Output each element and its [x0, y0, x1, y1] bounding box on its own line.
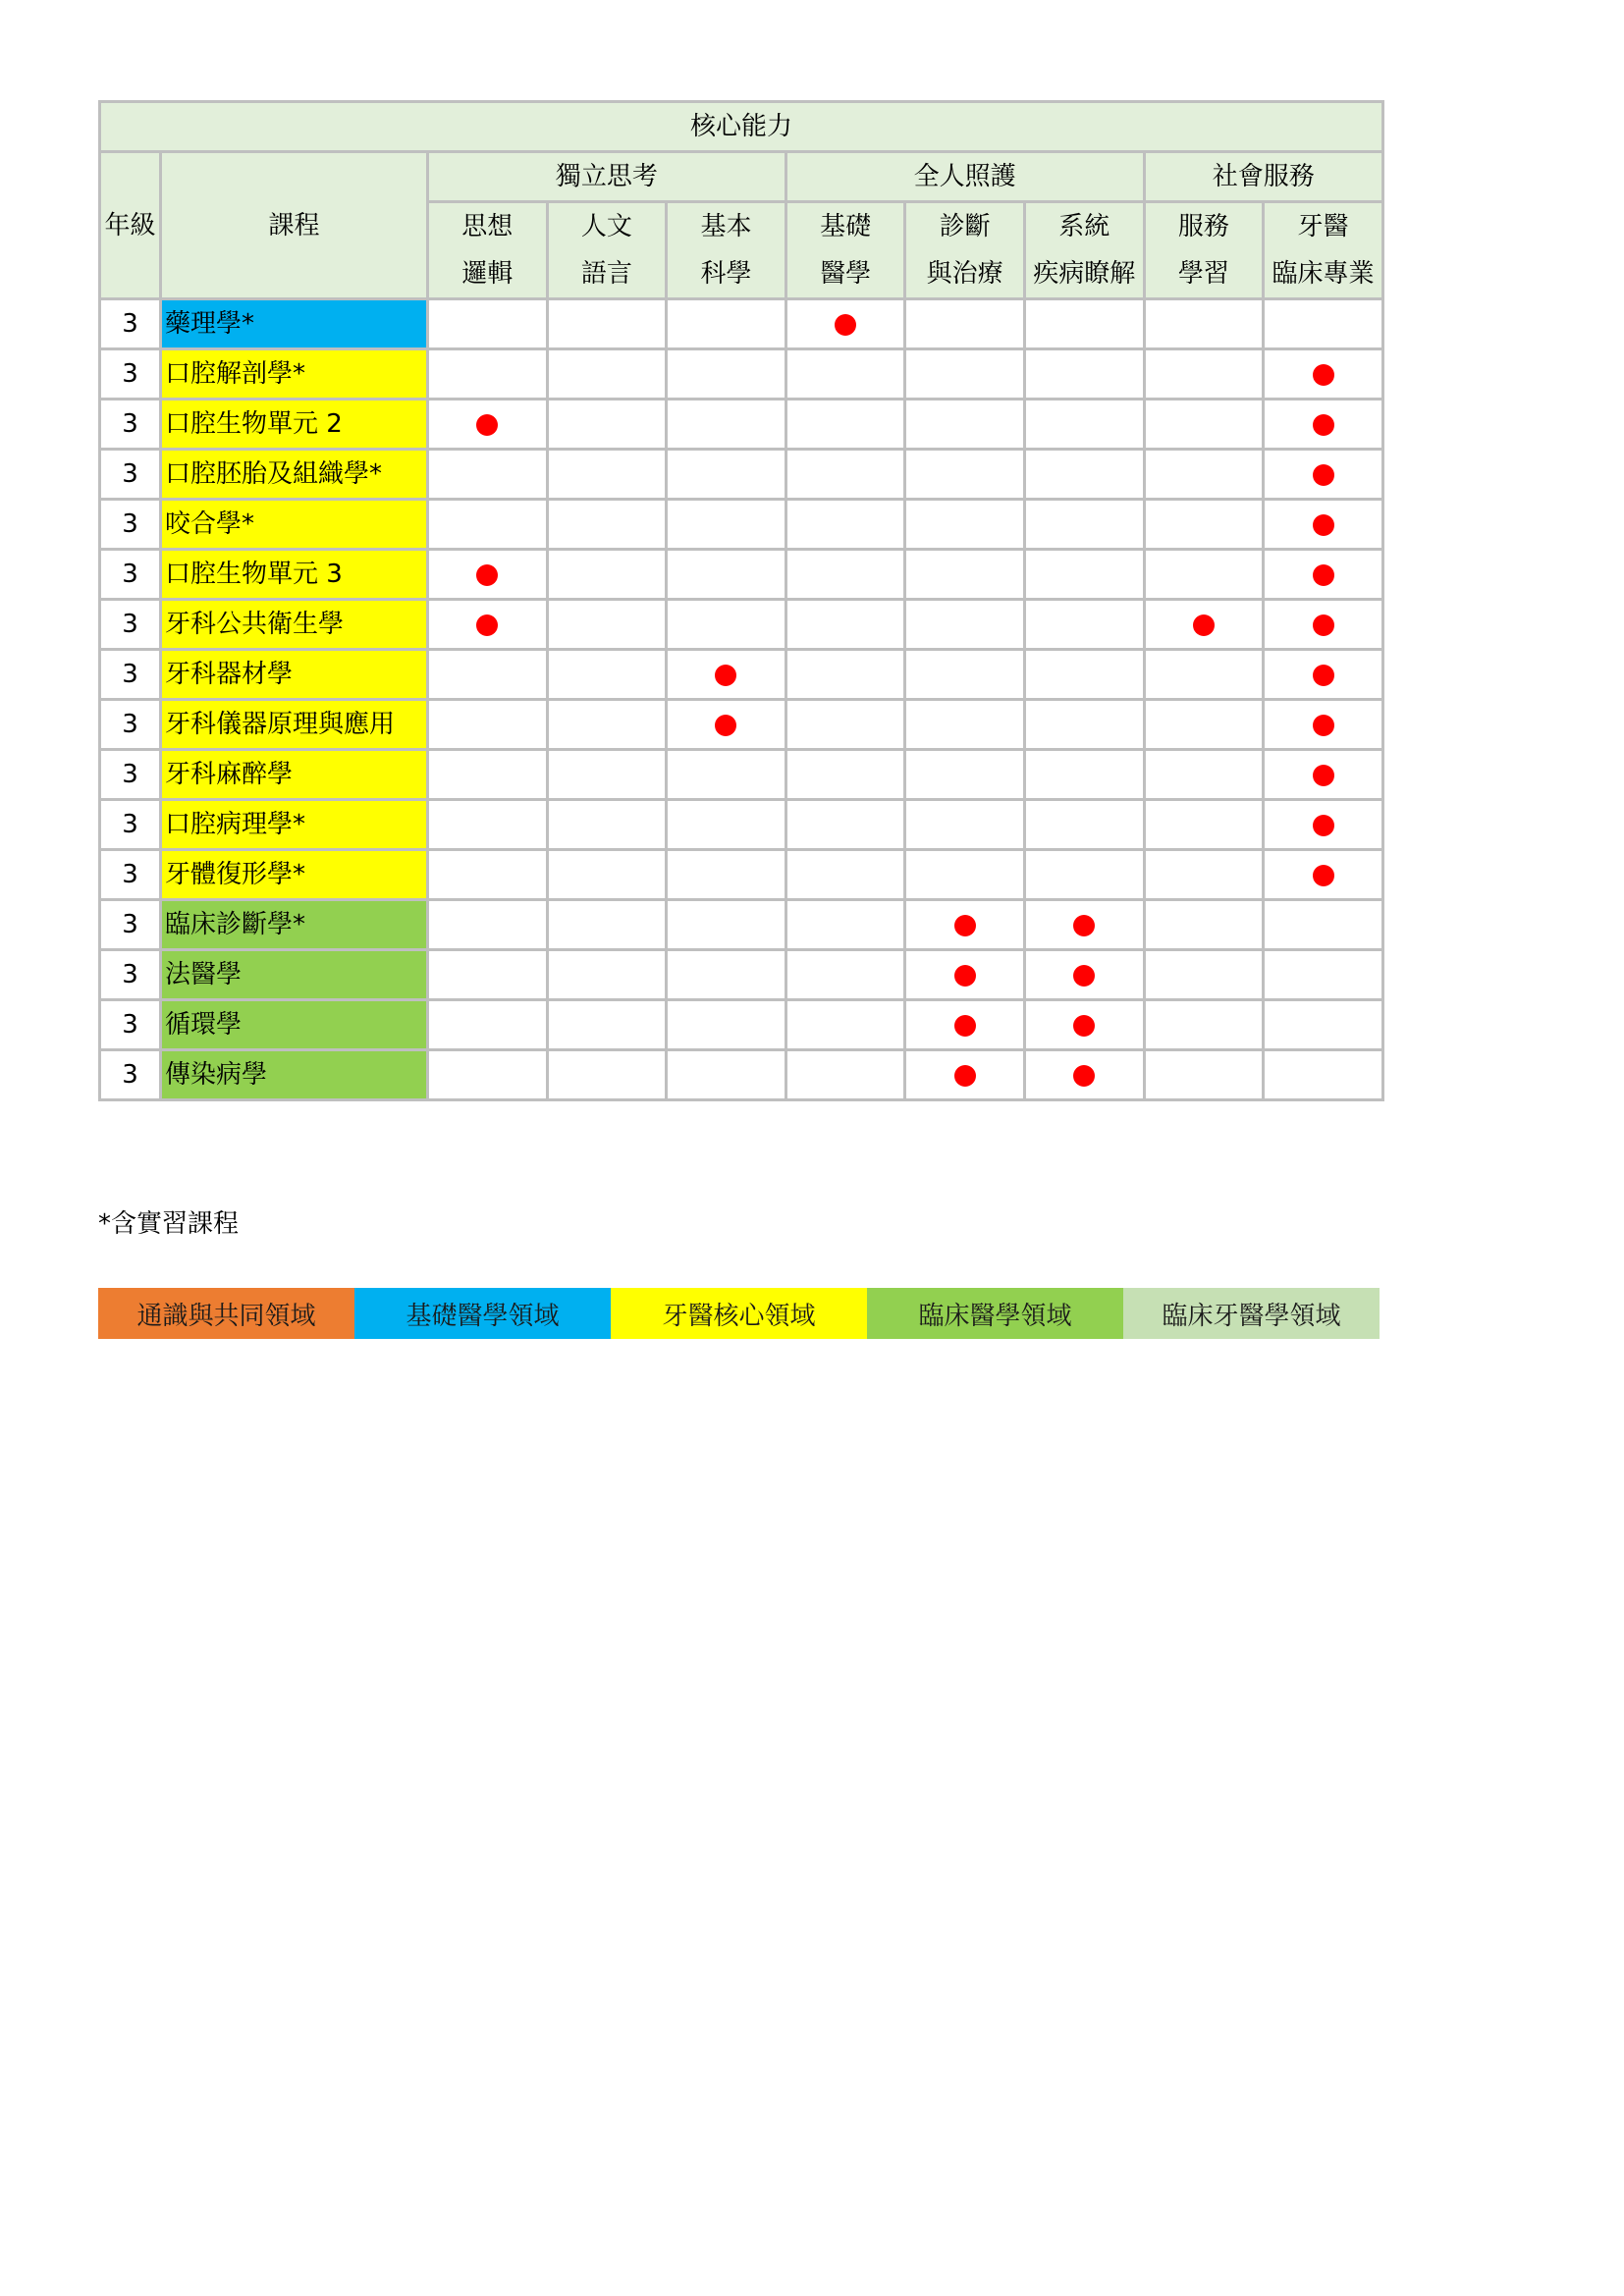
competency-cell — [785, 800, 905, 850]
competency-cell — [1024, 750, 1144, 800]
competency-cell — [547, 700, 667, 750]
legend-item: 臨床醫學領域 — [867, 1288, 1123, 1339]
legend-item: 基礎醫學領域 — [354, 1288, 611, 1339]
competency-dot-icon — [1313, 765, 1334, 786]
competency-cell — [1144, 550, 1264, 600]
competency-cell — [1144, 1050, 1264, 1100]
competency-cell — [905, 700, 1025, 750]
competency-cell — [1024, 1050, 1144, 1100]
competency-cell — [1264, 900, 1383, 950]
competency-header-line1: 系統 — [1058, 212, 1110, 241]
competency-cell — [1024, 500, 1144, 550]
course-cell: 口腔生物單元 2 — [161, 400, 428, 450]
year-cell: 3 — [100, 750, 161, 800]
course-cell: 咬合學* — [161, 500, 428, 550]
competency-cell — [1144, 900, 1264, 950]
competency-cell — [547, 900, 667, 950]
competency-dot-icon — [954, 965, 976, 987]
competency-cell — [1144, 450, 1264, 500]
table-row — [100, 450, 1383, 500]
competency-cell — [905, 299, 1025, 349]
competency-dot-icon — [476, 414, 498, 436]
competency-cell — [667, 850, 786, 900]
competency-cell — [428, 450, 548, 500]
year-cell: 3 — [100, 1000, 161, 1050]
competency-cell — [785, 900, 905, 950]
competency-cell — [1264, 550, 1383, 600]
competency-cell — [905, 800, 1025, 850]
competency-cell — [1024, 1000, 1144, 1050]
competency-cell — [1264, 800, 1383, 850]
competency-dot-icon — [1193, 614, 1215, 636]
competency-header — [1024, 202, 1144, 299]
competency-cell — [428, 900, 548, 950]
year-cell: 3 — [100, 900, 161, 950]
competency-header-line1: 基礎 — [820, 212, 872, 241]
course-cell: 口腔生物單元 3 — [161, 550, 428, 600]
competency-dot-icon — [1313, 715, 1334, 736]
competency-cell — [547, 400, 667, 450]
competency-cell — [905, 900, 1025, 950]
course-cell: 牙科儀器原理與應用 — [161, 700, 428, 750]
competency-cell — [905, 400, 1025, 450]
competency-header-line2: 與治療 — [926, 259, 1003, 289]
competency-cell — [428, 1000, 548, 1050]
competency-cell — [1024, 450, 1144, 500]
course-cell: 口腔解剖學* — [161, 349, 428, 400]
table-row — [100, 349, 1383, 400]
competency-cell — [1264, 1000, 1383, 1050]
competency-dot-icon — [954, 1065, 976, 1087]
year-cell: 3 — [100, 349, 161, 400]
competency-header — [785, 202, 905, 299]
competency-dot-icon — [835, 314, 856, 336]
competency-dot-icon — [954, 915, 976, 936]
competency-cell — [785, 1000, 905, 1050]
competency-cell — [785, 850, 905, 900]
competency-cell — [428, 750, 548, 800]
competency-cell — [547, 450, 667, 500]
competency-cell — [785, 700, 905, 750]
competency-cell — [785, 950, 905, 1000]
competency-dot-icon — [1313, 665, 1334, 686]
year-cell: 3 — [100, 400, 161, 450]
competency-cell — [547, 1000, 667, 1050]
competency-cell — [547, 600, 667, 650]
competency-cell — [905, 1000, 1025, 1050]
competency-cell — [905, 450, 1025, 500]
competency-cell — [1264, 850, 1383, 900]
domain-legend — [98, 1288, 1380, 1339]
table-row — [100, 950, 1383, 1000]
competency-cell — [428, 600, 548, 650]
competency-cell — [1024, 800, 1144, 850]
competency-cell — [667, 800, 786, 850]
competency-cell — [667, 400, 786, 450]
competency-cell — [1024, 400, 1144, 450]
competency-cell — [905, 1050, 1025, 1100]
competency-cell — [547, 800, 667, 850]
competency-cell — [1144, 299, 1264, 349]
competency-cell — [1144, 500, 1264, 550]
competency-dot-icon — [476, 564, 498, 586]
competency-cell — [1264, 950, 1383, 1000]
competency-cell — [1024, 550, 1144, 600]
competency-cell — [428, 850, 548, 900]
competency-cell — [905, 950, 1025, 1000]
competency-cell — [428, 299, 548, 349]
competency-header-line2: 邏輯 — [461, 259, 514, 289]
legend-item: 牙醫核心領域 — [611, 1288, 867, 1339]
competency-cell — [1264, 650, 1383, 700]
competency-cell — [667, 450, 786, 500]
competency-cell — [667, 750, 786, 800]
course-cell: 口腔胚胎及組織學* — [161, 450, 428, 500]
competency-cell — [905, 650, 1025, 700]
competency-cell — [785, 450, 905, 500]
competency-cell — [667, 900, 786, 950]
competency-cell — [1264, 700, 1383, 750]
year-cell: 3 — [100, 299, 161, 349]
competency-cell — [785, 1050, 905, 1100]
competency-cell — [905, 500, 1025, 550]
table-row — [100, 500, 1383, 550]
competency-cell — [1264, 600, 1383, 650]
competency-header-line2: 疾病瞭解 — [1033, 259, 1136, 289]
competency-cell — [1024, 299, 1144, 349]
table-row — [100, 550, 1383, 600]
table-row — [100, 400, 1383, 450]
competency-cell — [1024, 950, 1144, 1000]
competency-cell — [547, 650, 667, 700]
group-header: 社會服務 — [1144, 152, 1382, 202]
competency-header-line2: 學習 — [1177, 259, 1229, 289]
group-header: 獨立思考 — [428, 152, 786, 202]
table-row — [100, 800, 1383, 850]
competency-cell — [428, 400, 548, 450]
competency-header-line1: 牙醫 — [1297, 212, 1349, 241]
competency-cell — [1264, 400, 1383, 450]
group-header: 全人照護 — [785, 152, 1144, 202]
competency-cell — [1144, 349, 1264, 400]
competency-cell — [785, 550, 905, 600]
competency-cell — [667, 700, 786, 750]
competency-header-line1: 人文 — [580, 212, 632, 241]
year-header: 年級 — [100, 152, 161, 299]
competency-dot-icon — [1313, 614, 1334, 636]
competency-cell — [785, 299, 905, 349]
course-cell: 牙科器材學 — [161, 650, 428, 700]
table-row — [100, 600, 1383, 650]
competency-header-line2: 醫學 — [820, 259, 872, 289]
competency-cell — [547, 750, 667, 800]
competency-dot-icon — [1313, 815, 1334, 836]
competency-header-line2: 語言 — [580, 259, 632, 289]
competency-dot-icon — [715, 715, 736, 736]
competency-cell — [428, 1050, 548, 1100]
course-cell: 法醫學 — [161, 950, 428, 1000]
table-row — [100, 650, 1383, 700]
course-cell: 藥理學* — [161, 299, 428, 349]
competency-cell — [547, 950, 667, 1000]
competency-dot-icon — [1313, 364, 1334, 386]
competency-cell — [547, 550, 667, 600]
competency-header-line1: 診斷 — [939, 212, 991, 241]
table-row — [100, 1050, 1383, 1100]
competency-dot-icon — [476, 614, 498, 636]
competency-cell — [667, 600, 786, 650]
competency-cell — [428, 650, 548, 700]
competency-dot-icon — [1313, 865, 1334, 886]
competency-cell — [1144, 700, 1264, 750]
table-row — [100, 900, 1383, 950]
year-cell: 3 — [100, 600, 161, 650]
competency-header-line1: 基本 — [700, 212, 752, 241]
table-row — [100, 850, 1383, 900]
competency-cell — [905, 349, 1025, 400]
competency-cell — [547, 1050, 667, 1100]
competency-cell — [428, 800, 548, 850]
competency-header-line1: 服務 — [1177, 212, 1229, 241]
competency-cell — [1264, 349, 1383, 400]
competency-cell — [1024, 600, 1144, 650]
year-cell: 3 — [100, 650, 161, 700]
year-cell: 3 — [100, 950, 161, 1000]
competency-cell — [1264, 299, 1383, 349]
competency-cell — [1144, 650, 1264, 700]
competency-dot-icon — [1073, 965, 1095, 987]
competency-header-line1: 思想 — [461, 212, 514, 241]
competency-cell — [1024, 700, 1144, 750]
competency-header — [547, 202, 667, 299]
year-cell: 3 — [100, 1050, 161, 1100]
competency-cell — [905, 850, 1025, 900]
competency-cell — [1264, 450, 1383, 500]
competency-cell — [428, 700, 548, 750]
competency-cell — [667, 299, 786, 349]
competency-cell — [667, 550, 786, 600]
course-header: 課程 — [161, 152, 428, 299]
competency-cell — [785, 750, 905, 800]
competency-cell — [1144, 850, 1264, 900]
competency-cell — [428, 349, 548, 400]
competency-dot-icon — [1073, 1065, 1095, 1087]
year-cell: 3 — [100, 500, 161, 550]
competency-dot-icon — [1313, 564, 1334, 586]
year-cell: 3 — [100, 800, 161, 850]
competency-cell — [1144, 950, 1264, 1000]
competency-cell — [667, 1000, 786, 1050]
year-cell: 3 — [100, 850, 161, 900]
competency-cell — [547, 500, 667, 550]
competency-cell — [1264, 500, 1383, 550]
competency-dot-icon — [1313, 414, 1334, 436]
competency-cell — [905, 550, 1025, 600]
competency-cell — [428, 950, 548, 1000]
table-row — [100, 1000, 1383, 1050]
competency-cell — [1144, 400, 1264, 450]
competency-cell — [1024, 650, 1144, 700]
competency-dot-icon — [1313, 514, 1334, 536]
competency-cell — [905, 750, 1025, 800]
competency-header — [428, 202, 548, 299]
course-cell: 牙科公共衛生學 — [161, 600, 428, 650]
competency-cell — [667, 349, 786, 400]
table-row — [100, 700, 1383, 750]
table-row — [100, 299, 1383, 349]
competency-header — [1144, 202, 1264, 299]
competency-cell — [667, 1050, 786, 1100]
competency-cell — [1264, 750, 1383, 800]
course-cell: 牙科麻醉學 — [161, 750, 428, 800]
competency-cell — [547, 850, 667, 900]
competency-cell — [1264, 1050, 1383, 1100]
competency-header-line2: 臨床專業 — [1272, 259, 1375, 289]
table-row — [100, 750, 1383, 800]
competency-dot-icon — [1313, 464, 1334, 486]
competency-dot-icon — [954, 1015, 976, 1037]
year-cell: 3 — [100, 550, 161, 600]
course-cell: 傳染病學 — [161, 1050, 428, 1100]
course-cell: 口腔病理學* — [161, 800, 428, 850]
competency-header — [667, 202, 786, 299]
year-cell: 3 — [100, 450, 161, 500]
competency-cell — [1024, 349, 1144, 400]
competency-cell — [905, 600, 1025, 650]
course-cell: 循環學 — [161, 1000, 428, 1050]
competency-cell — [785, 650, 905, 700]
year-cell: 3 — [100, 700, 161, 750]
competency-cell — [785, 400, 905, 450]
legend-item: 通識與共同領域 — [98, 1288, 354, 1339]
competency-cell — [1144, 600, 1264, 650]
competency-cell — [1144, 1000, 1264, 1050]
competency-cell — [547, 349, 667, 400]
competency-cell — [785, 500, 905, 550]
competency-cell — [667, 950, 786, 1000]
competency-header-line2: 科學 — [700, 259, 752, 289]
table-title: 核心能力 — [100, 102, 1383, 152]
footnote: *含實習課程 — [98, 1209, 240, 1239]
competency-dot-icon — [1073, 915, 1095, 936]
competency-header — [905, 202, 1025, 299]
competency-cell — [547, 299, 667, 349]
competency-cell — [785, 600, 905, 650]
competency-cell — [667, 500, 786, 550]
course-cell: 臨床診斷學* — [161, 900, 428, 950]
competency-cell — [667, 650, 786, 700]
competency-cell — [1024, 850, 1144, 900]
competency-cell — [1144, 750, 1264, 800]
competency-header — [1264, 202, 1383, 299]
competency-table — [98, 100, 1384, 1101]
competency-dot-icon — [715, 665, 736, 686]
competency-cell — [428, 550, 548, 600]
competency-cell — [428, 500, 548, 550]
competency-cell — [785, 349, 905, 400]
competency-cell — [1144, 800, 1264, 850]
legend-item: 臨床牙醫學領域 — [1123, 1288, 1380, 1339]
competency-cell — [1024, 900, 1144, 950]
course-cell: 牙體復形學* — [161, 850, 428, 900]
competency-dot-icon — [1073, 1015, 1095, 1037]
